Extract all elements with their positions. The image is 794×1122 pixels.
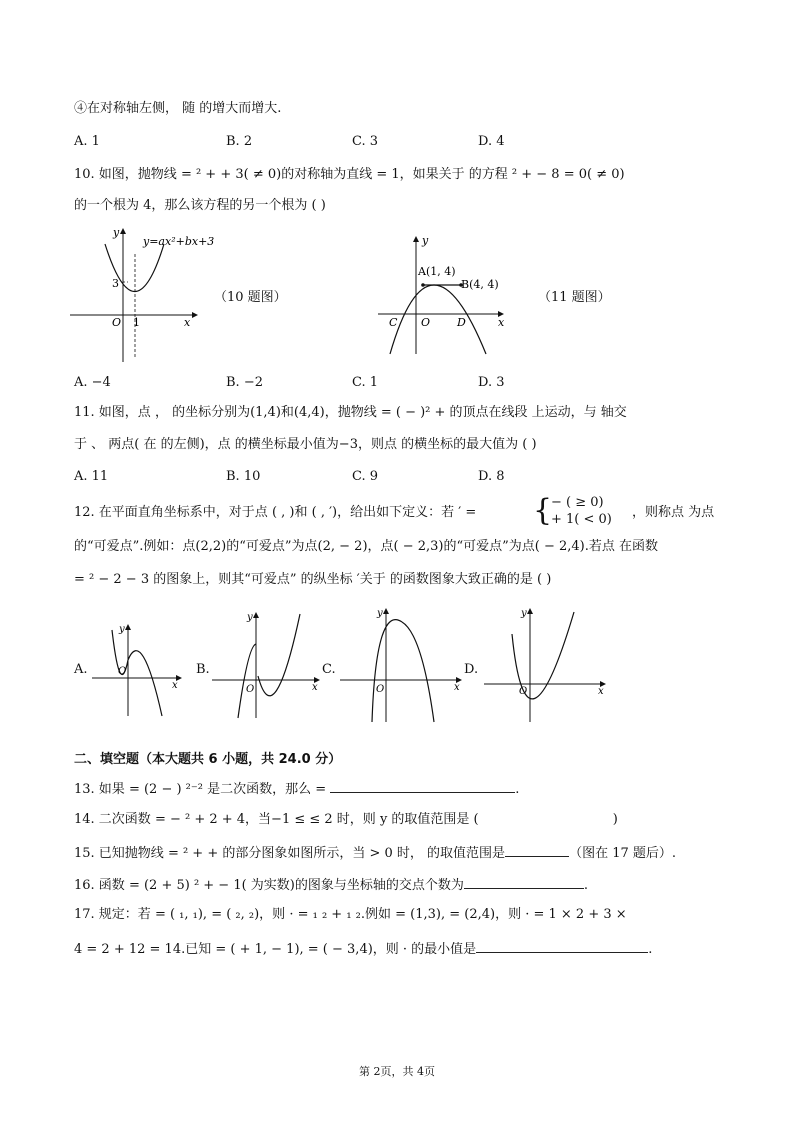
- q12d-y-arrow-icon: [527, 608, 533, 614]
- q12c-origin: O: [376, 684, 385, 695]
- q12-option-d-label: D.: [464, 662, 479, 677]
- q10-option-c: C. 1: [352, 375, 379, 390]
- q11-line2: 于 、 两点( 在 的左侧)，点 的横坐标最小值为−3，则点 的横坐标的最大值为 ( ): [74, 437, 537, 452]
- q12-graph-d: [484, 604, 608, 724]
- q10-options: [74, 374, 674, 392]
- q12-graph-b: [212, 606, 322, 720]
- q14-text: 14. 二次函数 = − ² + 2 + 4，当−1 ≤ ≤ 2 时，则 y 的取值范围是 (: [74, 812, 479, 827]
- q13-end: .: [515, 782, 520, 797]
- q12c-curve-left: [372, 620, 402, 722]
- q10-x-tick-1: 1: [133, 316, 140, 329]
- q16-text: 16. 函数 = (2 + 5) ² + − 1( 为实数)的图象与坐标轴的交点个数为: [74, 878, 464, 893]
- q10-y-tick-3: 3: [112, 277, 119, 290]
- q12c-curve-right: [402, 622, 434, 722]
- q12-line1: 12. 在平面直角坐标系中，对于点 ( , )和 ( , ′)，给出如下定义：若 ′ =: [74, 505, 477, 520]
- q17-end: .: [648, 942, 653, 957]
- q11-options: [74, 468, 674, 486]
- q12-option-b-label: B.: [196, 662, 210, 677]
- q12a-x-label: x: [172, 680, 178, 691]
- q10-equation: y=ax²+bx+3: [143, 235, 215, 248]
- q10-y-arrow-icon: [120, 228, 126, 234]
- q12-option-a-label: A.: [74, 662, 88, 677]
- q12a-curve-right: [128, 651, 162, 716]
- page-footer: 第 2页，共 4页: [359, 1065, 435, 1078]
- q12-case-top: − ( ≥ 0): [551, 495, 604, 510]
- q10-option-b: B. −2: [226, 375, 263, 390]
- q12b-y-arrow-icon: [253, 612, 259, 618]
- q15-text: 15. 已知抛物线 = ² + + 的部分图象如图所示，当 > 0 时， 的取值范围是: [74, 846, 506, 861]
- q12c-y-arrow-icon: [383, 608, 389, 614]
- q9-option-b: B. 2: [226, 134, 253, 149]
- q12b-x-label: x: [312, 682, 318, 693]
- q11-x-label: x: [498, 316, 505, 329]
- q12d-x-label: x: [598, 686, 604, 697]
- q12b-curve-left: [238, 644, 256, 718]
- q12c-x-label: x: [454, 682, 460, 693]
- q17-line2: 4 = 2 + 12 = 14.已知 = ( + 1, − 1), = ( − 3,4)，则 · 的最小值是: [74, 942, 477, 957]
- q16-end: .: [583, 878, 589, 893]
- q10-figure: [70, 226, 215, 366]
- q12-option-c-label: C.: [322, 662, 336, 677]
- q12b-curve-right: [258, 614, 300, 696]
- q12a-y-arrow-icon: [125, 624, 131, 630]
- q12b-origin: O: [246, 684, 255, 695]
- q11-option-b: B. 10: [226, 469, 261, 484]
- q11-option-d: D. 8: [478, 469, 505, 484]
- q12c-y-label: y: [377, 608, 383, 619]
- q11-y-arrow-icon: [413, 236, 419, 242]
- q10-x-arrow-icon: [192, 312, 198, 318]
- q15-answer-blank: [505, 843, 569, 857]
- q9-option-a: A. 1: [74, 134, 100, 149]
- q9-option-c: C. 3: [352, 134, 379, 149]
- q11-figure: [378, 230, 506, 356]
- q16: [74, 875, 734, 895]
- q12a-y-label: y: [119, 624, 125, 635]
- q17-line1: 17. 规定：若 = ( ₁, ₁), = ( ₂, ₂)，则 · = ₁ ₂ + ₁ ₂.例如 = (1,3), = (2,4)，则 · = 1 × 2 + 3 ×: [74, 907, 627, 922]
- q12a-origin: O: [118, 666, 127, 677]
- q16-answer-blank: [464, 875, 584, 889]
- q12-piecewise: [551, 494, 612, 528]
- q13-answer-blank: [330, 779, 515, 793]
- q12-line1-end: ，则称点 为点: [632, 505, 715, 520]
- q12-graph-c: [340, 604, 464, 724]
- q14: [74, 811, 734, 829]
- q11-d-label: D: [457, 316, 466, 329]
- q12d-y-label: y: [521, 608, 527, 619]
- q12-graph-a: [92, 620, 184, 718]
- q9-options: [74, 133, 674, 151]
- q11-line1: 11. 如图，点 ， 的坐标分别为(1,4)和(4,4)，抛物线 = ( − )² + 的顶点在线段 上运动，与 轴交: [74, 405, 627, 420]
- q10-x-label: x: [184, 316, 191, 329]
- q9-option-d: D. 4: [478, 134, 505, 149]
- q12-line2: 的“可爱点”.例如：点(2,2)的“可爱点”为点(2, − 2)，点( − 2,3)的“可爱点”为点( − 2,4).若点 在函数: [74, 539, 659, 554]
- q11-option-c: C. 9: [352, 469, 379, 484]
- q17-answer-blank: [476, 939, 648, 953]
- q12-line3: = ² − 2 − 3 的图象上，则其“可爱点” 的纵坐标 ′关于 的函数图象大致正确的是 ( ): [74, 572, 552, 587]
- q11-point-a-dot: [421, 283, 425, 287]
- q12d-origin: O: [519, 686, 528, 697]
- section2-title: 二、填空题（本大题共 6 小题，共 24.0 分）: [74, 752, 342, 767]
- q12b-y-label: y: [247, 612, 253, 623]
- q11-c-label: C: [389, 316, 398, 329]
- q14-end: ): [612, 812, 618, 827]
- q10-y-label: y: [113, 226, 120, 239]
- q15: [74, 843, 734, 863]
- q10-line1: 10. 如图，抛物线 = ² + + 3( ≠ 0)的对称轴为直线 = 1，如果关于 的方程 ² + − 8 = 0( ≠ 0): [74, 167, 625, 182]
- q11-option-a: A. 11: [74, 469, 109, 484]
- q17-line2-wrap: [74, 939, 734, 959]
- q12-brace: {: [533, 493, 553, 528]
- q11-y-label: y: [422, 234, 429, 247]
- q10-caption: （10 题图）: [214, 290, 287, 305]
- q11-parabola: [390, 285, 486, 354]
- q12-case-bottom: + 1( < 0): [551, 512, 612, 527]
- q11-point-a-label: A(1, 4): [418, 265, 456, 278]
- q13-text: 13. 如果 = (2 − ) ²⁻² 是二次函数，那么 =: [74, 782, 327, 797]
- q11-point-b-label: B(4, 4): [461, 278, 499, 291]
- q10-option-a: A. −4: [74, 375, 111, 390]
- q10-line2: 的一个根为 4，那么该方程的另一个根为 ( ): [74, 198, 326, 213]
- q13: [74, 779, 734, 799]
- q9-item4: ④在对称轴左侧， 随 的增大而增大.: [74, 101, 282, 116]
- q10-origin: O: [112, 316, 122, 329]
- q10-option-d: D. 3: [478, 375, 505, 390]
- q11-origin: O: [421, 316, 431, 329]
- q11-caption: （11 题图）: [538, 290, 611, 305]
- q15-end: （图在 17 题后）.: [569, 846, 677, 861]
